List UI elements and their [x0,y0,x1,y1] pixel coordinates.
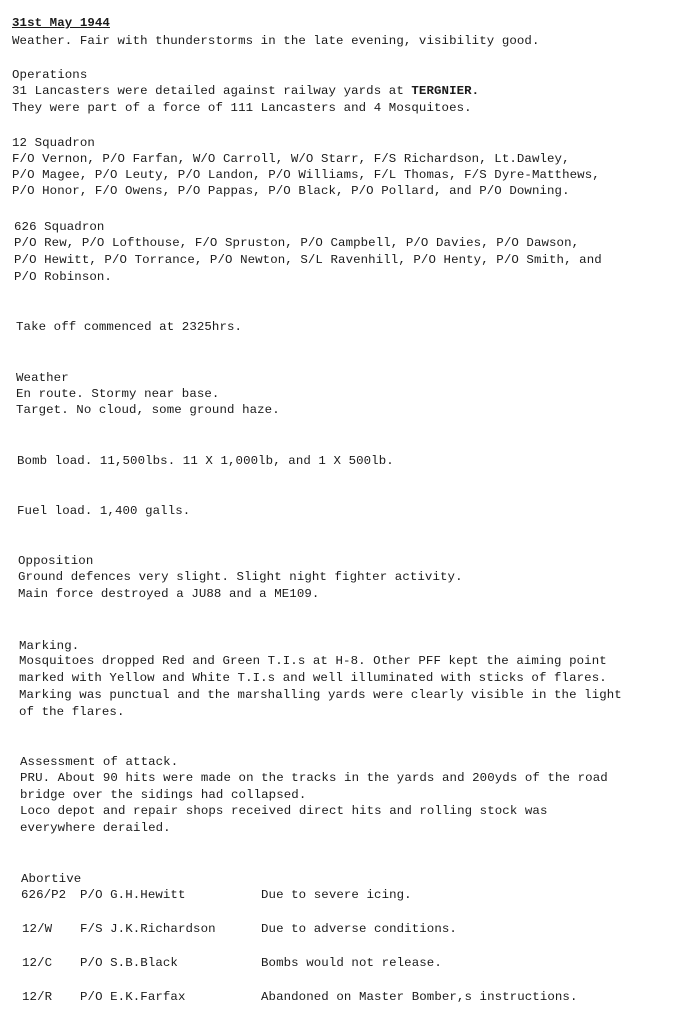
operations-heading: Operations [12,68,88,82]
marking-line: of the flares. [19,705,125,719]
weather-enroute: En route. Stormy near base. [16,387,220,401]
sq626-line: P/O Rew, P/O Lofthouse, F/O Spruston, P/O Campbell, P/O Davies, P/O Dawson, [14,236,580,250]
abortive-reason: Abandoned on Master Bomber,s instructions. [261,990,578,1004]
weather-target: Target. No cloud, some ground haze. [16,403,280,417]
operations-line-1 [12,83,479,99]
abortive-code: 626/P2 [21,888,67,902]
marking-line: Mosquitoes dropped Red and Green T.I.s at H-8. Other PFF kept the aiming point [19,654,607,668]
abortive-name: P/O S.B.Black [80,956,178,970]
assessment-line: bridge over the sidings had collapsed. [20,788,307,802]
abortive-reason: Due to adverse conditions. [261,922,457,936]
weather-summary: Weather. Fair with thunderstorms in the late evening, visibility good. [12,34,540,48]
abortive-reason: Bombs would not release. [261,956,442,970]
abortive-code: 12/R [22,990,53,1004]
sq626-line: P/O Robinson. [14,270,112,284]
sq12-heading: 12 Squadron [12,136,95,150]
abortive-heading: Abortive [21,872,82,886]
marking-line: marked with Yellow and White T.I.s and well illuminated with sticks of flares. [19,671,607,685]
sq626-line: P/O Hewitt, P/O Torrance, P/O Newton, S/L Ravenhill, P/O Henty, P/O Smith, and [14,253,602,267]
page-date: 31st May 1944 [12,16,110,30]
abortive-name: F/S J.K.Richardson [80,922,216,936]
opposition-line: Ground defences very slight. Slight night fighter activity. [18,570,463,584]
abortive-code: 12/C [22,956,53,970]
opposition-heading: Opposition [18,554,94,568]
assessment-line: Loco depot and repair shops received direct hits and rolling stock was [20,804,548,818]
assessment-line: everywhere derailed. [20,821,171,835]
abortive-code: 12/W [22,922,53,936]
sq12-line: P/O Honor, F/O Owens, P/O Pappas, P/O Black, P/O Pollard, and P/O Downing. [12,184,570,198]
abortive-reason: Due to severe icing. [261,888,412,902]
weather-heading: Weather [16,371,69,385]
operations-line-2: They were part of a force of 111 Lancasters and 4 Mosquitoes. [12,101,472,115]
assessment-heading: Assessment of attack. [20,755,179,769]
abortive-name: P/O G.H.Hewitt [80,888,186,902]
sq12-line: F/O Vernon, P/O Farfan, W/O Carroll, W/O Starr, F/S Richardson, Lt.Dawley, [12,152,570,166]
sq626-heading: 626 Squadron [14,220,105,234]
abortive-name: P/O E.K.Farfax [80,990,186,1004]
marking-heading: Marking. [19,639,80,653]
sq12-line: P/O Magee, P/O Leuty, P/O Landon, P/O Williams, F/L Thomas, F/S Dyre-Matthews, [12,168,600,182]
assessment-line: PRU. About 90 hits were made on the tracks in the yards and 200yds of the road [20,771,608,785]
bomb-load: Bomb load. 11,500lbs. 11 X 1,000lb, and 1 X 500lb. [17,454,394,468]
target-name: TERGNIER. [411,84,480,98]
operations-line-1-text: 31 Lancasters were detailed against railway yards at [12,84,412,98]
marking-line: Marking was punctual and the marshalling yards were clearly visible in the light [19,688,622,702]
fuel-load: Fuel load. 1,400 galls. [17,504,191,518]
takeoff-time: Take off commenced at 2325hrs. [16,320,243,334]
opposition-line: Main force destroyed a JU88 and a ME109. [18,587,320,601]
